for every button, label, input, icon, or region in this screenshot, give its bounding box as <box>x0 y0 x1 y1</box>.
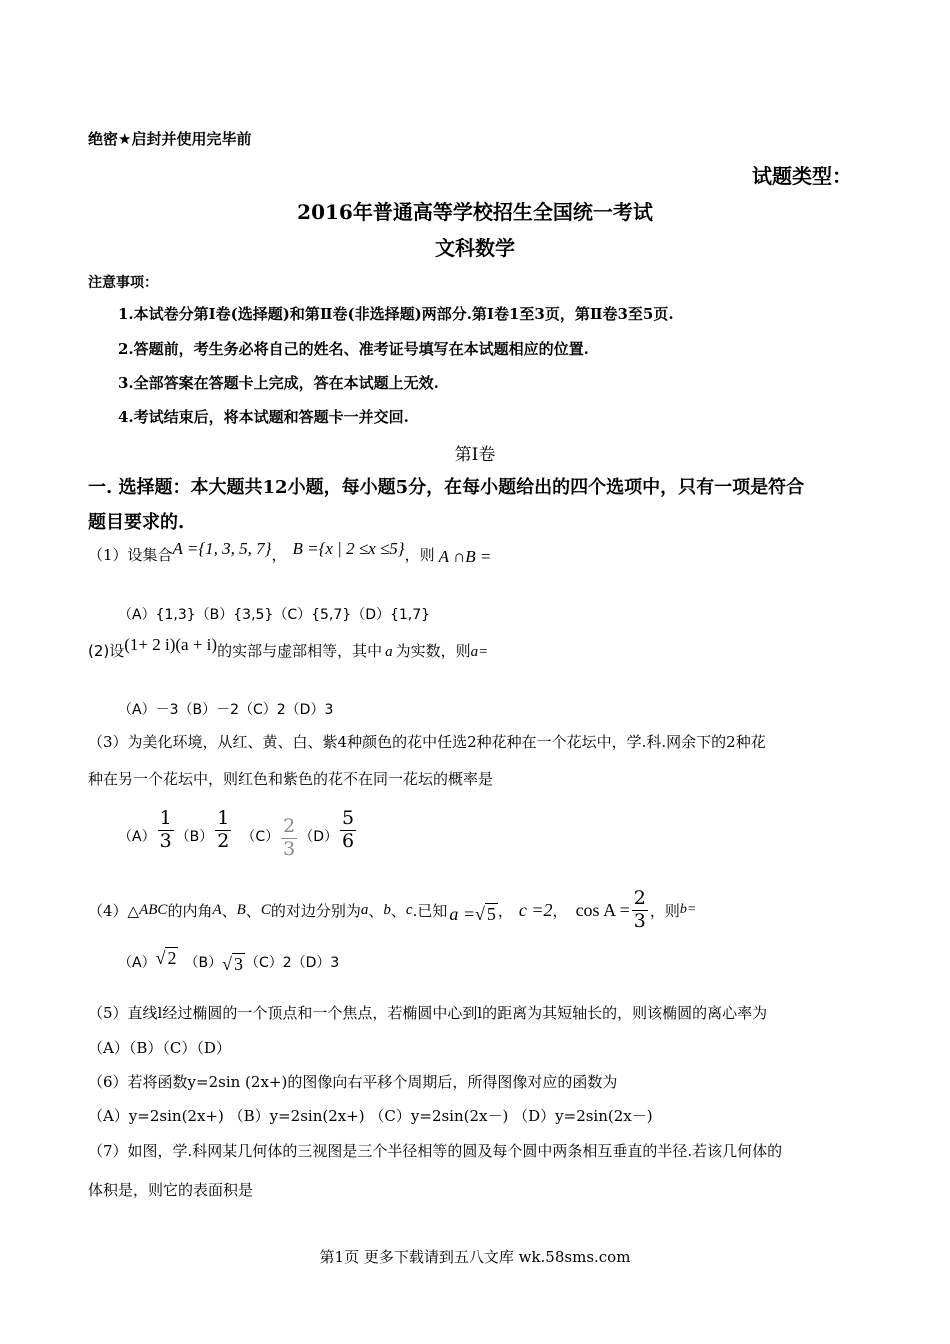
q4-sep1: ， <box>497 901 513 920</box>
q4-eq2: c =2 <box>518 899 553 920</box>
page-footer: 第1页 更多下载请到五八文库 wk.58sms.com <box>319 1248 631 1266</box>
q4-cos-lhs: cos A = <box>575 899 630 920</box>
q4-opt-b-rad: 3 <box>233 953 243 974</box>
q3-frac-a-num: 1 <box>159 806 172 829</box>
section-heading-line1: 一. 选择题：本大题共12小题，每小题5分，在每小题给出的四个选项中，只有一项是符合 <box>88 477 805 498</box>
q4-eq1-lhs: a = <box>449 903 475 924</box>
q1-sep: ， <box>271 546 287 564</box>
q4-t1: 的内角 <box>167 901 213 920</box>
confidential-mark: 绝密★启封并使用完毕前 <box>88 130 252 148</box>
q2-expr: (1+ 2 i)(a + i) <box>124 635 218 654</box>
q4-abc: ABC <box>139 901 168 918</box>
q4-a: a <box>360 901 369 918</box>
q3-frac-b-den: 2 <box>217 829 230 852</box>
q4-options <box>118 944 339 980</box>
page-title: 2016年普通高等学校招生全国统一考试 <box>297 200 653 224</box>
notes-heading: 注意事项： <box>88 275 158 291</box>
q2-options: （A）－3（B）－2（C）2（D）3 <box>118 702 334 718</box>
q4-B: B <box>236 901 246 918</box>
q6-line-2: （A）y=2sin(2x+) （B）y=2sin(2x+) （C）y=2sin(2x－) （D）y=2sin(2x－) <box>88 1107 653 1125</box>
q3-frac-d <box>340 808 356 853</box>
q2-text2: 为实数，则 <box>395 642 471 660</box>
q4-cos-num: 2 <box>633 886 646 909</box>
q4-opt-b: （B） <box>184 955 223 971</box>
q1-then: ，则 <box>404 546 435 564</box>
q7-line-1: （7）如图，学.科网某几何体的三视图是三个半径相等的圆及每个圆中两条相互垂直的半径.若该几何体的 <box>88 1142 783 1160</box>
q3-frac-d-den: 6 <box>342 829 355 852</box>
q3-options <box>118 798 358 862</box>
q2-var-a2: a= <box>470 644 489 660</box>
volume-heading: 第Ⅰ卷 <box>454 445 496 465</box>
page-subtitle: 文科数学 <box>435 236 515 260</box>
q4-c: c <box>405 901 413 918</box>
q1-set-a: A ={1, 3, 5, 7} <box>172 539 272 558</box>
q5-line-2: （A）（B）（C）（D） <box>88 1039 231 1057</box>
q4-bq: b= <box>679 902 697 917</box>
q4-eq1: a =√ 5 <box>449 903 496 924</box>
q4-cos-den: 3 <box>633 909 646 932</box>
q3-frac-a <box>158 808 174 853</box>
q3-frac-c-num: 2 <box>283 814 296 837</box>
q4-opt-a-rad: 2 <box>167 947 177 968</box>
q3-opt-a: （A） <box>118 829 156 845</box>
question-4 <box>88 880 696 940</box>
notes-item-2: 2.答题前，考生务必将自己的姓名、准考证号填写在本试题相应的位置. <box>118 340 589 358</box>
notes-item-1: 1.本试卷分第Ⅰ卷(选择题)和第Ⅱ卷(非选择题)两部分.第Ⅰ卷1至3页，第Ⅱ卷3至5页. <box>118 305 674 323</box>
notes-item-4: 4.考试结束后，将本试题和答题卡一并交回. <box>118 408 409 426</box>
q1-expr: A ∩B = <box>438 547 492 566</box>
q4-opt-a: （A） <box>118 955 156 971</box>
q4-A: A <box>212 901 222 918</box>
q3-frac-b-num: 1 <box>217 806 230 829</box>
q5-line-1: （5）直线l经过椭圆的一个顶点和一个焦点，若椭圆中心到l的距离为其短轴长的，则该椭圆的离心率为 <box>88 1004 768 1022</box>
q3-opt-b: （B） <box>175 829 214 845</box>
exam-type-label: 试题类型： <box>752 164 852 188</box>
q3-frac-a-den: 3 <box>159 829 172 852</box>
q3-opt-c: （C） <box>241 829 280 845</box>
q4-t3: .已知 <box>412 901 448 920</box>
q4-d4: 、 <box>390 901 406 920</box>
q6-line-1: （6）若将函数y=2sin (2x+)的图像向右平移个周期后，所得图像对应的函数为 <box>88 1073 618 1091</box>
q4-opt-cd: （C）2（D）3 <box>244 955 340 971</box>
q7-line-2: 体积是，则它的表面积是 <box>88 1181 254 1199</box>
q1-prefix: （1）设集合 <box>88 546 173 564</box>
section-heading-line2: 题目要求的. <box>88 512 185 533</box>
q4-opt-b-sqrt: √ 3 <box>222 953 243 974</box>
q1-set-b: B ={x | 2 ≤x ≤5} <box>292 539 405 558</box>
q4-prefix: （4）△ <box>88 901 140 920</box>
q3-frac-d-num: 5 <box>342 806 355 829</box>
q4-opt-a-sqrt: √ 2 <box>155 947 177 968</box>
q4-d2: 、 <box>245 901 261 920</box>
q4-cos-frac <box>632 888 648 933</box>
q4-then: ，则 <box>649 901 680 920</box>
notes-item-3: 3.全部答案在答题卡上完成，答在本试题上无效. <box>118 374 439 392</box>
q2-text1: 的实部与虚部相等，其中 <box>217 642 383 660</box>
q3-frac-b <box>215 808 231 853</box>
question-1 <box>88 539 492 567</box>
q3-frac-c <box>281 816 297 861</box>
question-2 <box>88 635 489 664</box>
q3-line-2: 种在另一个花坛中，则红色和紫色的花不在同一花坛的概率是 <box>88 770 494 788</box>
q4-d3: 、 <box>368 901 384 920</box>
q4-t2: 的对边分别为 <box>270 901 361 920</box>
q4-sep2: ， <box>552 901 568 920</box>
q1-options: （A）{1,3}（B）{3,5}（C）{5,7}（D）{1,7} <box>118 607 431 623</box>
q3-frac-c-den: 3 <box>283 837 296 860</box>
q4-eq1-rad: 5 <box>486 903 496 924</box>
q4-C: C <box>260 901 271 918</box>
q2-var-a: a <box>385 644 393 660</box>
q4-d1: 、 <box>221 901 237 920</box>
q3-line-1: （3）为美化环境，从红、黄、白、紫4种颜色的花中任选2种花种在一个花坛中，学.科.网余下的2种花 <box>88 733 766 751</box>
q4-b: b <box>383 901 391 918</box>
q2-prefix: (2)设 <box>88 642 125 660</box>
q3-opt-d: （D） <box>299 829 339 845</box>
